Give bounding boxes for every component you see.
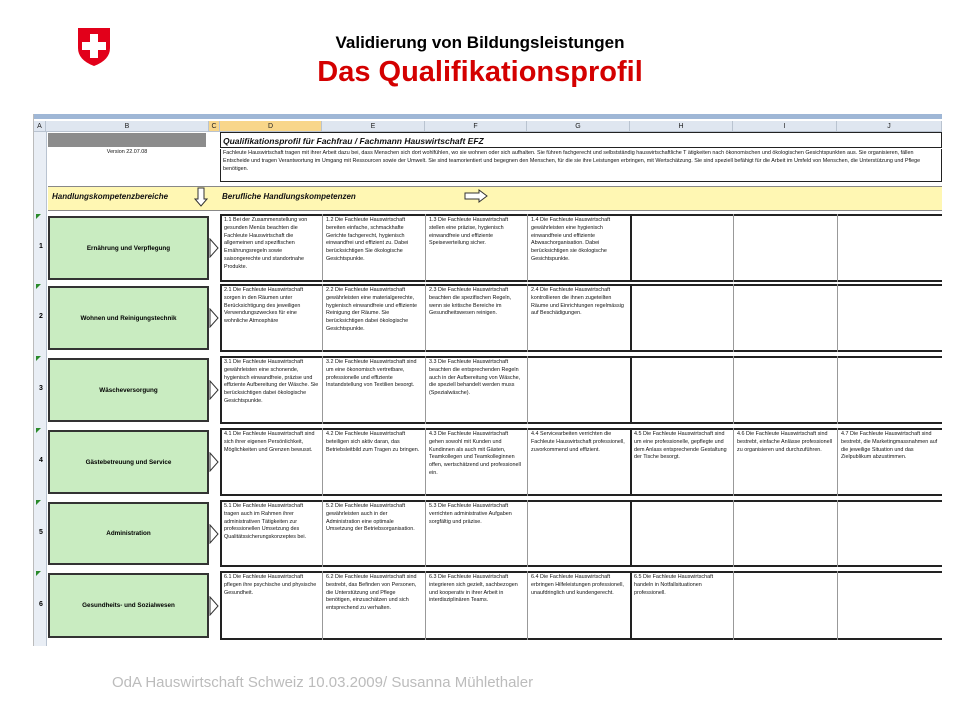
row-arrow-icon (209, 452, 219, 472)
competence-cell[interactable] (839, 216, 941, 280)
competence-cell[interactable]: 1.1 Bei der Zusammenstellung von gesunden Menüs beachten die Fachleute Hauswirtschaft die allgemeinen und spezifischen Ernährungsregeln sowie saisongerechte und standortnahe Produkte. (224, 217, 308, 270)
competence-cell[interactable] (735, 216, 836, 280)
cell-divider (733, 428, 734, 496)
cell-divider (322, 214, 323, 282)
gray-header-left (48, 133, 206, 147)
cell-divider (837, 356, 838, 424)
competence-cell[interactable]: 2.4 Die Fachleute Hauswirtschaft kontrollieren die ihnen zugeteilten Räume und Einrichtungen regelmässig auf Beschädigungen. (531, 287, 624, 317)
row-arrow-icon (209, 238, 219, 258)
competence-cell[interactable] (529, 502, 629, 565)
cell-divider (527, 284, 528, 352)
footer-text: OdA Hauswirtschaft Schweiz 10.03.2009/ Susanna Mühlethaler (112, 674, 534, 691)
row-marker-icon (36, 500, 41, 505)
competence-cell[interactable]: 1.2 Die Fachleute Hauswirtschaft bereiten einfache, schmackhafte Gerichte fachgerecht, hygienisch einwandfrei und effizient zu. Dabei berücksichtigen Sie ökologische Gesichtspunkte. (326, 217, 409, 262)
cell-divider (322, 571, 323, 640)
competence-cell[interactable] (735, 502, 836, 565)
areas-label: Handlungskompetenzbereiche (52, 192, 169, 201)
profile-title: Qualifikationsprofil für Fachfrau / Fachmann Hauswirtschaft EFZ (220, 132, 942, 148)
competence-cell[interactable]: 4.4 Servicearbeiten verrichten die Fachleute Hauswirtschaft professionell, zuvorkommend und effizient. (531, 431, 625, 453)
competence-cell[interactable] (839, 502, 941, 565)
cell-divider (527, 356, 528, 424)
cell-divider (425, 428, 426, 496)
row-marker-icon (36, 428, 41, 433)
competence-area-label: Ernährung und Verpflegung (86, 244, 171, 252)
cell-divider (322, 500, 323, 567)
cell-divider (837, 428, 838, 496)
cell-divider (425, 500, 426, 567)
competence-area-label: Gesundheits- und Sozialwesen (82, 602, 175, 609)
competence-cell[interactable] (839, 358, 941, 422)
competence-cell[interactable]: 1.3 Die Fachleute Hauswirtschaft stellen eine präzise, hygienisch einwandfreie und effiziente Speiseverteilung sicher. (429, 217, 509, 247)
competence-cell[interactable]: 3.3 Die Fachleute Hauswirtschaft beachten die entsprechenden Regeln auch in der Aufbereitung von Wäsche, die speziell behandelt werden muss (Spezialwäsche). (429, 359, 521, 397)
competence-cell[interactable]: 2.1 Die Fachleute Hauswirtschaft sorgen in den Räumen unter Berücksichtigung des jeweiligen Verwendungszweckes für eine wohnliche Atmosphäre (224, 287, 304, 325)
competence-cell[interactable]: 6.4 Die Fachleute Hauswirtschaft erbringen Hilfeleistungen professionell, unaufdringlich und kundengerecht. (531, 574, 624, 596)
toolbar-strip (34, 114, 942, 119)
competence-cell[interactable]: 4.1 Die Fachleute Hauswirtschaft sind sich ihrer eigenen Persönlichkeit, Möglichkeiten und Grenzen bewusst. (224, 431, 315, 453)
cell-divider (527, 571, 528, 640)
cell-divider (733, 214, 734, 282)
competence-cell[interactable]: 5.1 Die Fachleute Hauswirtschaft tragen auch im Rahmen ihrer administrativen Tätigkeiten zur professionellen Umsetzung des Qualitätssicherungskonzeptes bei. (224, 503, 307, 541)
competence-cell[interactable]: 3.2 Die Fachleute Hauswirtschaft sind um eine ökonomisch vertretbare, professionelle und effiziente Instandstellung von Textilien besorgt. (326, 359, 417, 389)
competence-area-label: Gästebetreuung und Service (85, 458, 172, 466)
row-arrow-icon (209, 380, 219, 400)
spreadsheet-screenshot (33, 114, 942, 646)
column-header-a[interactable]: A (34, 121, 46, 132)
row-arrow-icon (209, 524, 219, 544)
column-header-g[interactable]: G (527, 121, 630, 132)
competence-cell[interactable]: 3.1 Die Fachleute Hauswirtschaft gewährleisten eine schonende, hygienisch einwandfreie, präzise und effiziente Aufbereitung der Wäsche. Sie berücksichtigen dabei ökologische Gesichtspunkte. (224, 359, 319, 404)
column-header-b[interactable]: B (46, 121, 209, 132)
competence-cell[interactable] (632, 358, 732, 422)
competence-area-label: Wäscheversorgung (99, 386, 158, 394)
slide-title: Das Qualifikationsprofil (317, 56, 643, 88)
competence-cell[interactable] (735, 358, 836, 422)
row-marker-icon (36, 356, 41, 361)
row-number[interactable]: 5 (39, 528, 43, 536)
cell-divider (527, 428, 528, 496)
row-marker-icon (36, 214, 41, 219)
competence-area-box (48, 216, 209, 280)
cell-divider (837, 500, 838, 567)
row-number[interactable]: 1 (39, 243, 43, 250)
column-header-i[interactable]: I (733, 121, 837, 132)
right-arrow-icon (464, 189, 488, 203)
cell-divider (733, 571, 734, 640)
competence-cell[interactable]: 4.2 Die Fachleute Hauswirtschaft beteiligen sich aktiv daran, das Betriebsleitbild zum Tragen zu bringen. (326, 431, 420, 453)
competence-area-box (48, 430, 209, 494)
row-number[interactable]: 2 (39, 313, 43, 320)
column-header-j[interactable]: J (837, 121, 942, 132)
competence-cell[interactable]: 4.6 Die Fachleute Hauswirtschaft sind bestrebt, einfache Anlässe professionell zu organisieren und durchzuführen. (737, 431, 832, 453)
row-marker-icon (36, 284, 41, 289)
row-marker-icon (36, 571, 41, 576)
cell-divider (837, 214, 838, 282)
competence-cell[interactable]: 4.5 Die Fachleute Hauswirtschaft sind um eine professionelle, gepflegte und dem Anlass entsprechende Gestaltung der Tische besorgt. (634, 431, 727, 461)
competence-area-label: Wohnen und Reinigungstechnik (80, 314, 177, 322)
competence-cell[interactable]: 5.3 Die Fachleute Hauswirtschaft verrichten administrative Aufgaben sorgfältig und präzise. (429, 503, 512, 525)
cell-divider (322, 356, 323, 424)
competence-cell[interactable]: 5.2 Die Fachleute Hauswirtschaft gewährleisten auch in der Administration eine optimale Umsetzung der Betriebsorganisation. (326, 503, 415, 533)
competence-cell[interactable] (632, 286, 732, 350)
competence-cell[interactable]: 6.2 Die Fachleute Hauswirtschaft sind bestrebt, das Befinden von Personen, die Unterstützung und Pflege benötigen, einzuschätzen und sich entsprechend zu verhalten. (326, 574, 417, 612)
competence-area-box (48, 358, 209, 422)
column-header-h[interactable]: H (630, 121, 733, 132)
cell-divider (837, 571, 838, 640)
cell-divider (527, 214, 528, 282)
competence-cell[interactable] (735, 573, 836, 638)
competence-area-box (48, 502, 209, 565)
competence-cell[interactable]: 6.5 Die Fachleute Hauswirtschaft handeln in Notfallsituationen professionell. (634, 574, 714, 596)
cell-divider (733, 284, 734, 352)
column-header-d[interactable]: D (220, 121, 322, 132)
row-number[interactable]: 4 (39, 457, 43, 464)
competence-cell[interactable]: 4.7 Die Fachleute Hauswirtschaft sind bestrebt, die Marketingmassnahmen auf die jeweilige Situation und das Zielpublikum abzustimmen. (841, 431, 938, 461)
cell-divider (322, 428, 323, 496)
competence-area-box (48, 286, 209, 350)
competence-cell[interactable]: 1.4 Die Fachleute Hauswirtschaft gewährleisten eine hygienisch einwandfreie und effiziente Abwaschorganisation. Dabei berücksichtigen sie ökologische Gesichtspunkte. (531, 217, 611, 262)
cell-divider (837, 284, 838, 352)
cell-divider (322, 284, 323, 352)
cell-divider (425, 214, 426, 282)
competence-cell[interactable]: 2.3 Die Fachleute Hauswirtschaft beachten die spezifischen Regeln, wenn sie kritische Bereiche im Gesundheitswesen reinigen. (429, 287, 512, 317)
competences-label: Berufliche Handlungskompetenzen (222, 192, 356, 201)
competence-cell[interactable] (632, 502, 732, 565)
competence-area-box (48, 573, 209, 638)
row-arrow-icon (209, 596, 219, 616)
cell-divider (527, 500, 528, 567)
version-label: Version 22.07.08 (106, 149, 148, 155)
cell-divider (425, 571, 426, 640)
cell-divider (425, 284, 426, 352)
column-header-c[interactable]: C (209, 121, 220, 132)
competence-cell[interactable] (529, 358, 629, 422)
column-header-e[interactable]: E (322, 121, 425, 132)
competence-cell[interactable]: 2.2 Die Fachleute Hauswirtschaft gewährleisten eine materialgerechte, hygienisch einwandfreie und effiziente Reinigung der Räume. Sie berücksichtigen dabei ökologische Gesichtspunkte. (326, 287, 418, 332)
cell-divider (425, 356, 426, 424)
competence-cell[interactable]: 6.1 Die Fachleute Hauswirtschaft pflegen ihre psychische und physische Gesundheit. (224, 574, 317, 596)
competence-cell[interactable] (839, 286, 941, 350)
competence-cell[interactable]: 4.3 Die Fachleute Hauswirtschaft gehen sowohl mit Kunden und Kundinnen als auch mit Gästen, Teamkollegen und Teamkolleginnen offen, wertschätzend und professionell ein. (429, 431, 521, 476)
competence-cell[interactable]: 6.3 Die Fachleute Hauswirtschaft integrieren sich gezielt, sachbezogen und kooperativ in ihrer Arbeit in interdisziplinären Teams. (429, 574, 518, 604)
slide-subtitle: Validierung von Bildungsleistungen (335, 33, 625, 52)
row-number[interactable]: 6 (39, 600, 43, 608)
row-arrow-icon (209, 308, 219, 328)
row-number[interactable]: 3 (39, 385, 43, 392)
cell-divider (733, 356, 734, 424)
competence-area-label: Administration (106, 530, 151, 537)
competence-cell[interactable] (632, 216, 732, 280)
competence-cell[interactable] (735, 286, 836, 350)
profile-description: Fachleute Hauswirtschaft tragen mit ihrer Arbeit dazu bei, dass Menschen sich dort wohlfühlen, wo sie wohnen oder sich aufhalten. Sie führen fachgerecht und selbstständig hauswirtschaftliche T ätigkeiten nach ökonomischen und ökologischen Gesichtspunkten aus. Sie organisieren, fällen Entscheide und tragen Verantwortung im Umgang mit Ressourcen sowie der Umwelt. Sie sind teamorientiert und begegnen den Menschen, für die sie ihre Leistungen erbringen, mit Wertschätzung. Sie sind speziell befähigt für die Arbeit im Umfeld von Menschen, die Unterstützung und Pflege benötigen. (220, 149, 942, 182)
down-arrow-icon (194, 187, 208, 207)
column-header-f[interactable]: F (425, 121, 527, 132)
cell-divider (733, 500, 734, 567)
competence-cell[interactable] (839, 573, 941, 638)
